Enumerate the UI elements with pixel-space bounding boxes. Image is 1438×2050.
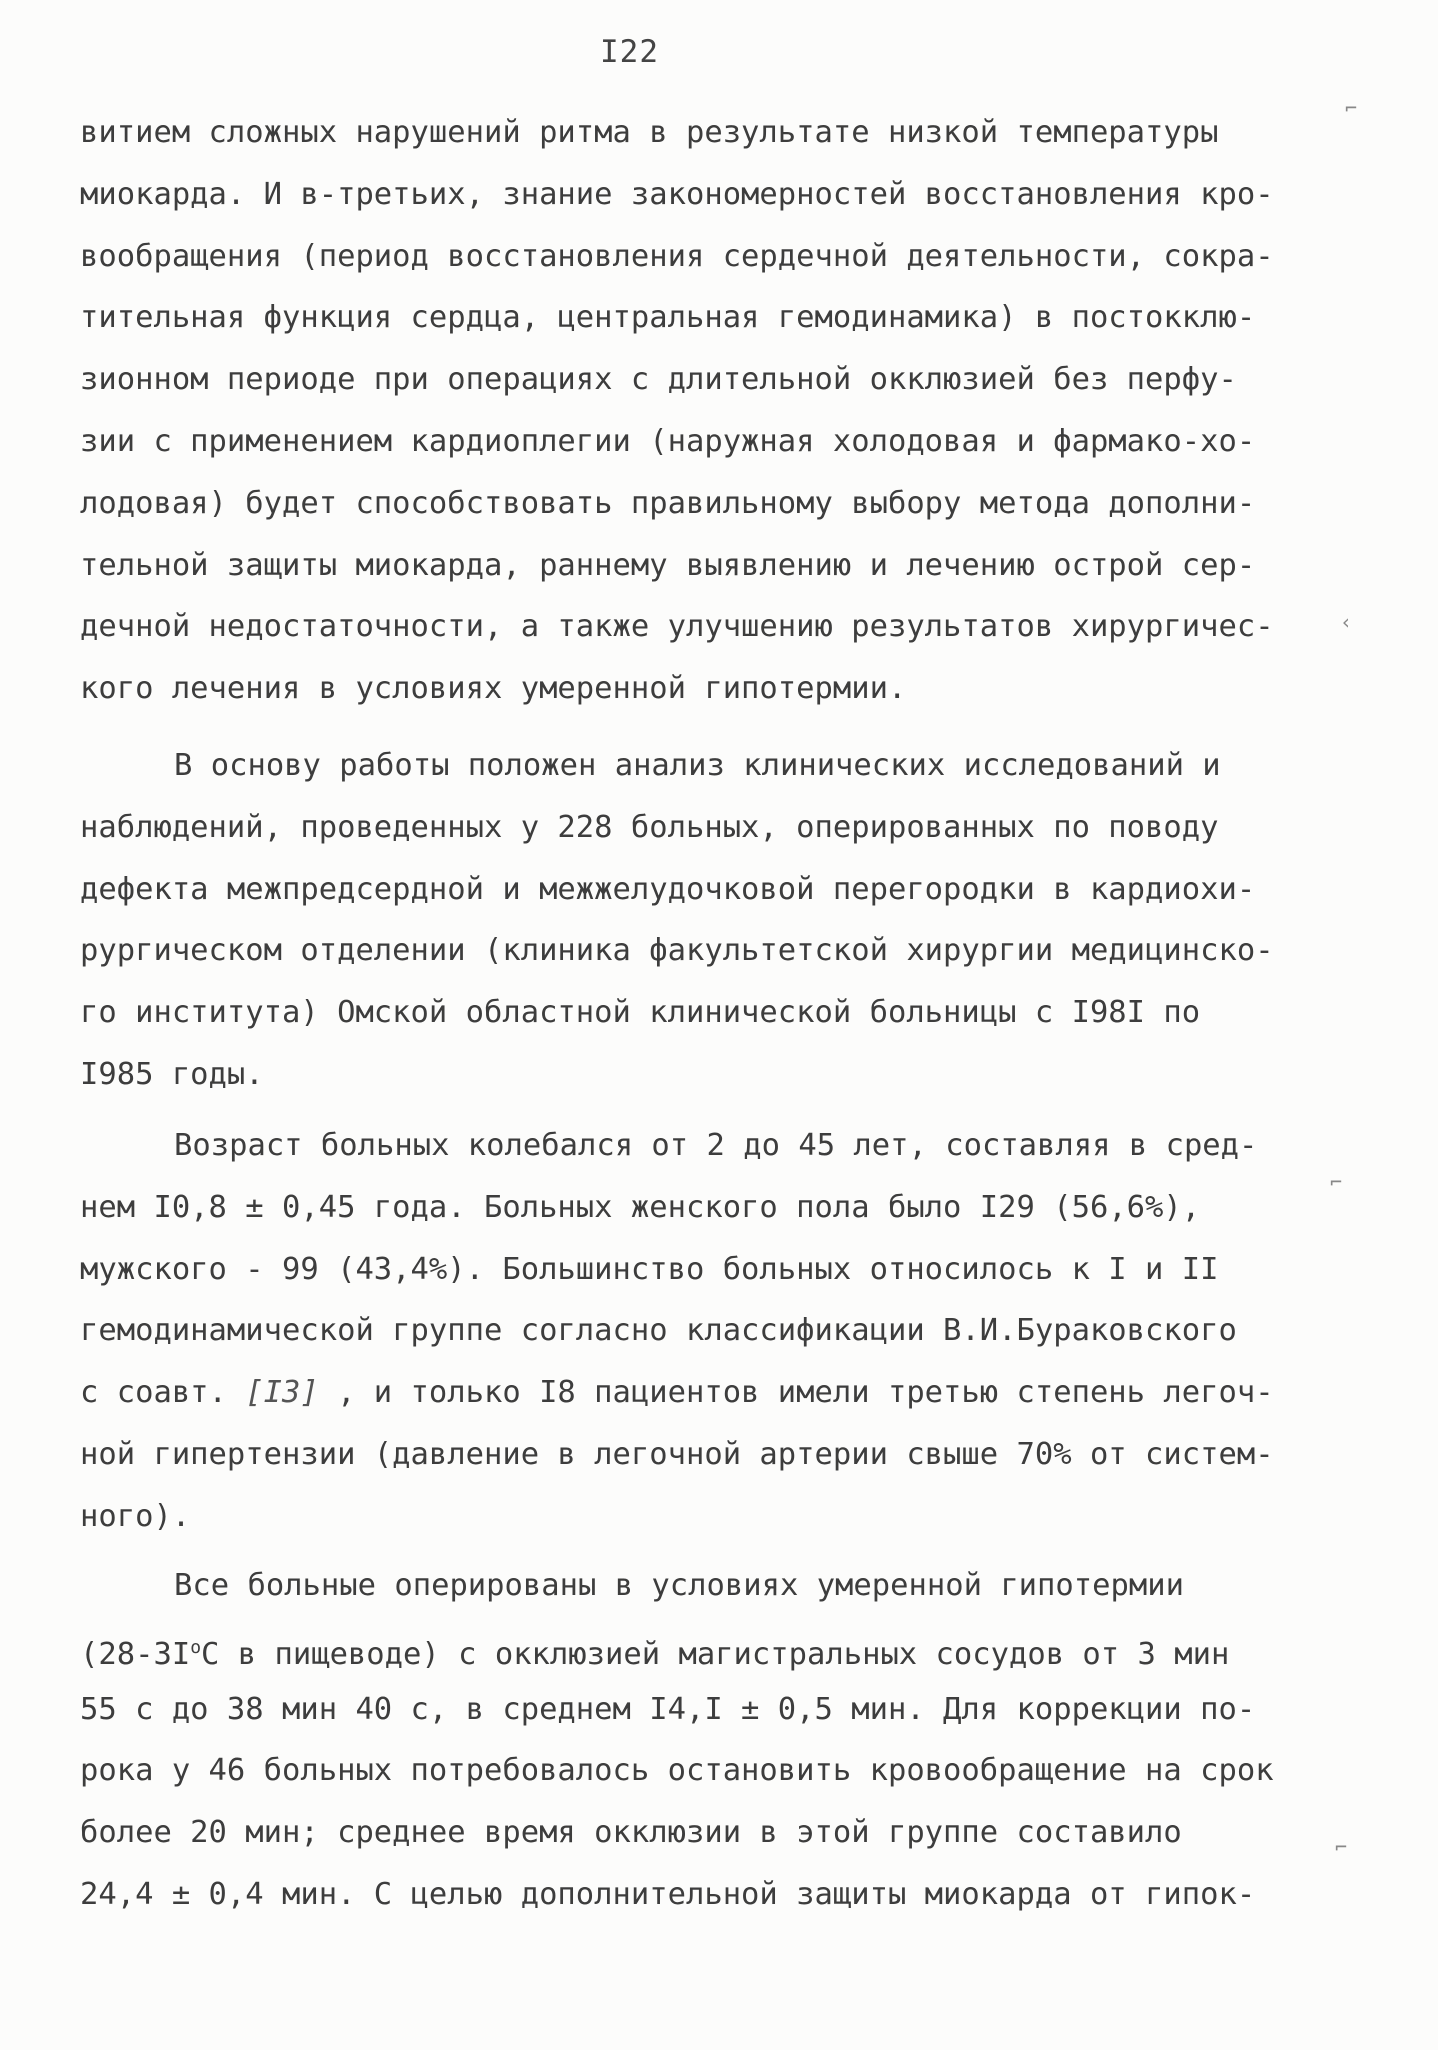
text-line-with-reference: [80, 1362, 1350, 1424]
text-line: I985 годы.: [80, 1056, 264, 1092]
text-line: зии с применением кардиоплегии (наружная холодовая и фармако-хо-: [80, 423, 1256, 459]
text-line: В основу работы положен анализ клинических исследований и: [174, 748, 1221, 783]
paragraph-hypothermia: [80, 1555, 1350, 1926]
text-line: 24,4 ± 0,4 мин. С целью дополнительной защиты миокарда от гипок-: [80, 1876, 1256, 1912]
text-line: ного).: [80, 1498, 191, 1534]
text-fragment: , и только I8 пациентов имели третью степень легоч-: [318, 1375, 1274, 1411]
text-line: мужского - 99 (43,4%). Большинство больных относилось к I и II: [80, 1251, 1219, 1287]
text-line: вообращения (период восстановления сердечной деятельности, сокра-: [80, 238, 1274, 274]
paragraph-patient-age: [80, 1115, 1350, 1548]
margin-mark: ⌐: [1335, 1835, 1348, 1859]
text-line: Все больные оперированы в условиях умеренной гипотермии: [174, 1568, 1184, 1603]
text-line: Возраст больных колебался от 2 до 45 лет, составляя в сред-: [174, 1128, 1258, 1163]
text-line: ной гипертензии (давление в легочной артерии свыше 70% от систем-: [80, 1436, 1274, 1472]
text-line: наблюдений, проведенных у 228 больных, оперированных по поводу: [80, 809, 1219, 845]
text-line: тельной защиты миокарда, раннему выявлению и лечению острой сер-: [80, 547, 1256, 583]
text-fragment: С в пищеводе) с окклюзией магистральных сосудов от 3 мин: [201, 1636, 1230, 1672]
text-line: го института) Омской областной клинической больницы с I98I по: [80, 995, 1201, 1031]
citation-reference: [I3]: [245, 1375, 319, 1411]
text-fragment: с соавт.: [80, 1375, 246, 1411]
page-number: I22: [600, 34, 659, 70]
text-line: лодовая) будет способствовать правильному выбору метода дополни-: [80, 485, 1256, 521]
paragraph-study-basis: [80, 735, 1350, 1106]
paragraph-continuation: [80, 102, 1353, 720]
text-line: миокарда. И в-третьих, знание закономерностей восстановления кро-: [80, 176, 1274, 212]
text-line: тительная функция сердца, центральная гемодинамика) в постокклю-: [80, 300, 1256, 336]
text-line-with-superscript: [80, 1617, 1350, 1679]
text-line: гемодинамической группе согласно классификации В.И.Бураковского: [80, 1313, 1237, 1349]
text-line: витием сложных нарушений ритма в результате низкой температуры: [80, 115, 1219, 150]
text-line: более 20 мин; среднее время окклюзии в этой группе составило: [80, 1815, 1182, 1851]
text-line: 55 с до 38 мин 40 с, в среднем I4,I ± 0,5 мин. Для коррекции по-: [80, 1691, 1256, 1727]
text-line: рургическом отделении (клиника факультетской хирургии медицинско-: [80, 933, 1274, 969]
text-fragment: (28-3I: [80, 1636, 191, 1672]
text-line: кого лечения в условиях умеренной гипотермии.: [80, 671, 907, 707]
margin-mark: ⌐: [1345, 96, 1358, 120]
degree-superscript: о: [190, 1636, 202, 1658]
margin-mark: ⌐: [1330, 1170, 1343, 1194]
text-line: зионном периоде при операциях с длительной окклюзией без перфу-: [80, 362, 1237, 398]
margin-mark: ‹: [1340, 610, 1353, 634]
text-line: дефекта межпредсердной и межжелудочковой перегородки в кардиохи-: [80, 871, 1256, 907]
text-line: рока у 46 больных потребовалось остановить кровообращение на срок: [80, 1753, 1274, 1789]
text-line: нем I0,8 ± 0,45 года. Больных женского пола было I29 (56,6%),: [80, 1189, 1201, 1225]
text-line: дечной недостаточности, а также улучшению результатов хирургичес-: [80, 609, 1274, 645]
